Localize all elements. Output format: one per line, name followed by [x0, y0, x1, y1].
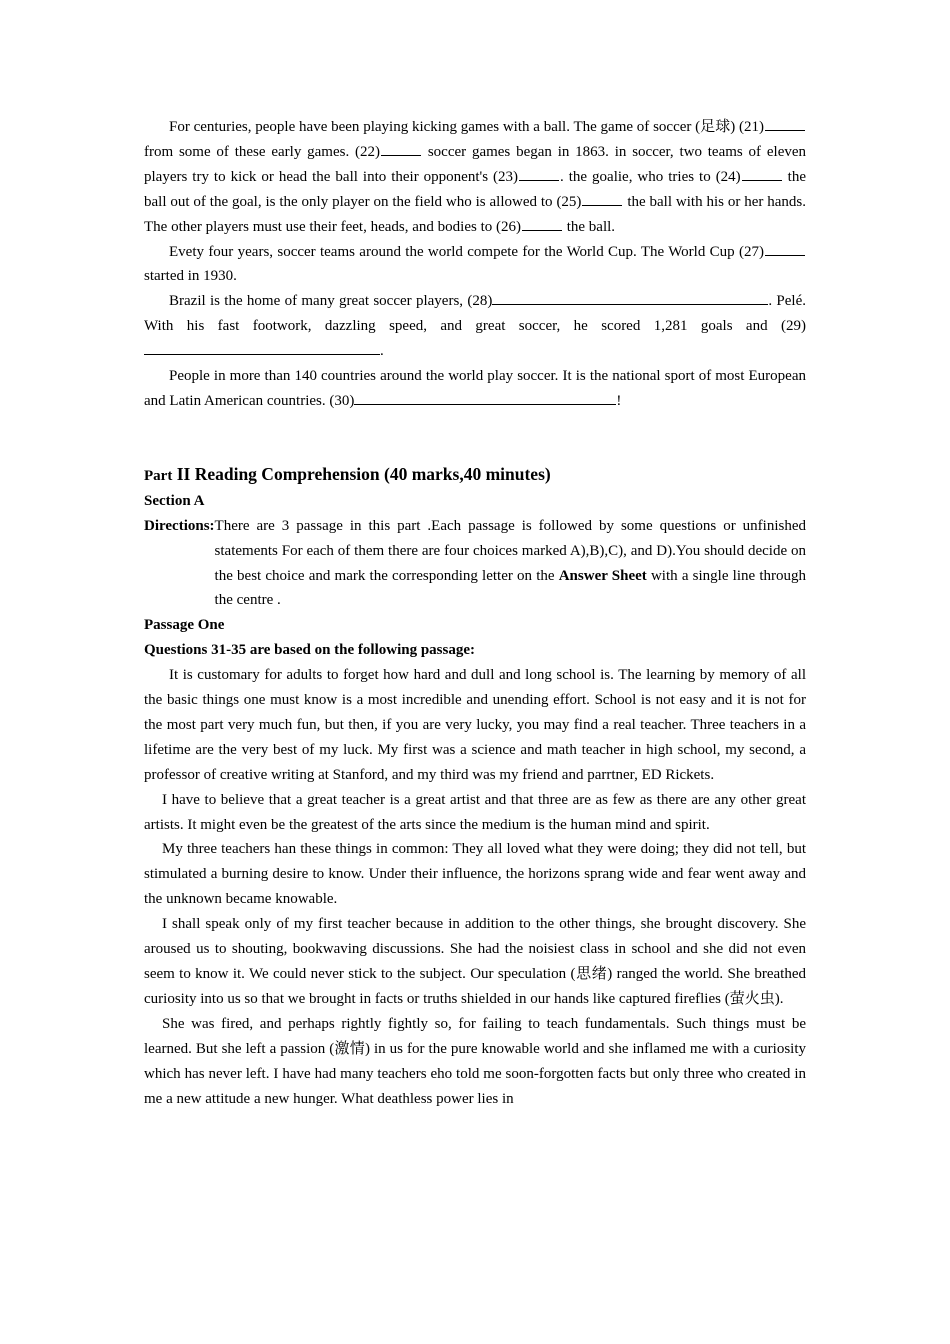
- passage-paragraph-5: She was fired, and perhaps rightly fightly so, for failing to teach fundamentals. Such things must be learned. But she left a passion (激情) in us for the pure knowable world and she inflamed me with a curiosity which has never left. I have had many teachers eho told me soon-forgotten facts but only three who created in me a new attitude a new hunger. What deathless power lies in: [144, 1015, 806, 1107]
- passage-paragraph-4: I shall speak only of my first teacher because in addition to the other things, she brought discovery. She aroused us to shouting, bookwaving discussions. She had the noisiest class in school and she did not even seem to know it. We could never stick to the subject. Our speculation (思绪) ranged the world. She breathed curiosity into us so that we brought in facts or truths shielded in our hands like captured fireflies (萤火虫).: [144, 916, 806, 1007]
- passage-heading: Passage One: [144, 617, 225, 634]
- blank-28[interactable]: [492, 291, 768, 305]
- blank-21[interactable]: [765, 117, 805, 131]
- cloze-text: the ball with his or her hands. The other players must use their feet, heads, and bodies to: [144, 193, 806, 235]
- cloze-text: . Pelé. With his fast footwork, dazzling speed, and great soccer, he scored 1,281 goals and: [144, 293, 806, 335]
- cloze-text: .: [380, 343, 384, 360]
- cloze-text: !: [616, 392, 622, 409]
- blank-26[interactable]: [522, 217, 562, 231]
- cloze-text: People in more than 140 countries around the world play soccer. It is the national sport of most European and Latin American countries.: [144, 368, 806, 409]
- blank-number-26: (26): [495, 218, 521, 235]
- section-gap: [144, 414, 806, 462]
- blank-number-30: (30): [329, 392, 355, 409]
- document-page: [144, 115, 806, 1111]
- passage-paragraph-3: My three teachers han these things in common: They all loved what they were doing; they did not tell, but stimulated a burning desire to know. Under their influence, the horizons sprang wide and fear went away and the unknown became knowable.: [144, 841, 806, 908]
- part-word: Part: [144, 467, 173, 484]
- directions-body: There are 3 passage in this part .Each passage is followed by some questions or unfinished statements For each of them there are four choices marked A),B),C), and D).You should decide on the best choice and mark the corresponding letter on the: [214, 517, 806, 584]
- blank-number-29: (29): [781, 318, 806, 335]
- blank-number-23: (23): [493, 168, 519, 185]
- cloze-paragraph-4: [144, 364, 806, 414]
- blank-number-25: (25): [556, 193, 582, 210]
- cloze-text: the ball out of the goal, is the only player on the field who is allowed to: [144, 168, 806, 210]
- cloze-text: . the goalie, who tries to: [560, 168, 716, 185]
- cloze-paragraph-1: [144, 115, 806, 240]
- cloze-text: started in 1930.: [144, 268, 237, 285]
- cloze-text: the ball.: [562, 218, 616, 235]
- cloze-text: Evety four years, soccer teams around the world compete for the World Cup. The World Cup: [169, 243, 739, 260]
- blank-number-21: (21): [739, 119, 764, 135]
- directions-block: [144, 514, 806, 614]
- cloze-text: from some of these early games.: [144, 143, 356, 160]
- blank-22[interactable]: [381, 142, 421, 156]
- cloze-text: soccer games began in 1863. in soccer, two teams of eleven players try to kick or head the ball into their opponent's: [144, 143, 807, 185]
- blank-29[interactable]: [144, 341, 380, 355]
- cloze-paragraph-3: [144, 289, 806, 364]
- directions-end: with a single line through the centre .: [214, 567, 807, 609]
- blank-number-24: (24): [715, 168, 741, 185]
- cloze-text: For centuries, people have been playing kicking games with a ball. The game of soccer (足球): [169, 119, 736, 135]
- cloze-paragraph-2: [144, 240, 806, 290]
- answer-sheet-term: Answer Sheet: [558, 567, 647, 584]
- passage-paragraph-1: It is customary for adults to forget how hard and dull and long school is. The learning by memory of all the basic things one must know is a most incredible and unending effort. School is not easy and it is not for the most part very much fun, but then, if you are very lucky, you may find a real teacher. Three teachers in a lifetime are the very best of my luck. My first was a science and math teacher in high school, my second, a professor of creative writing at Stanford, and my third was my friend and parrtner, ED Rickets.: [144, 667, 806, 783]
- part-title: II Reading Comprehension (40 marks,40 minutes): [172, 463, 551, 484]
- blank-number-27: (27): [739, 243, 764, 260]
- directions-label: Directions:: [144, 517, 215, 534]
- cloze-text: Brazil is the home of many great soccer players,: [169, 293, 468, 310]
- directions-text: [215, 514, 806, 614]
- blank-30[interactable]: [354, 391, 616, 405]
- blank-24[interactable]: [742, 167, 782, 181]
- section-heading: Section A: [144, 492, 205, 509]
- part-heading: [144, 462, 806, 489]
- blank-25[interactable]: [582, 192, 622, 206]
- questions-heading: Questions 31-35 are based on the following passage:: [144, 642, 475, 659]
- blank-27[interactable]: [765, 242, 805, 256]
- blank-23[interactable]: [519, 167, 559, 181]
- passage-paragraph-2: I have to believe that a great teacher is a great artist and that three are as few as there are any other great artists. It might even be the greatest of the arts since the medium is the human mind and spirit.: [144, 791, 806, 833]
- blank-number-22: (22): [355, 143, 381, 160]
- blank-number-28: (28): [467, 293, 493, 310]
